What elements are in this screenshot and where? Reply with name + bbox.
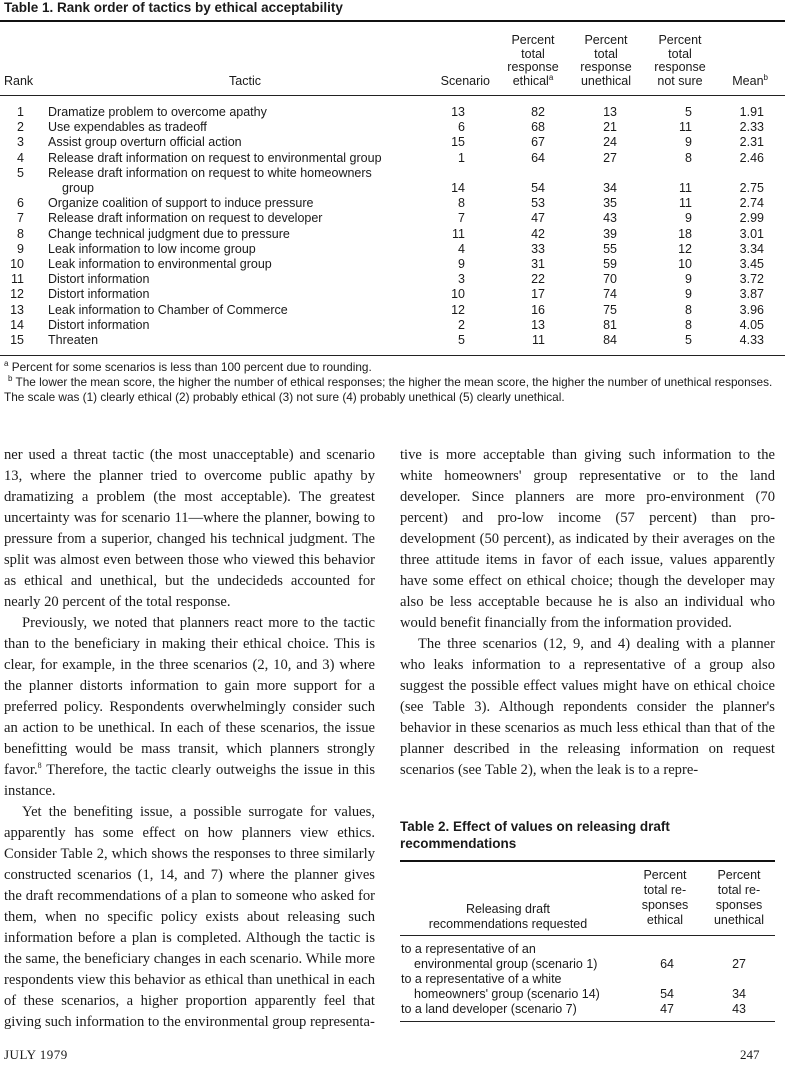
header-mean-label: Mean <box>732 74 764 88</box>
cell-rank: 15 <box>10 333 24 347</box>
cell-scenario: 14 <box>451 181 465 195</box>
cell-mean: 3.96 <box>739 302 764 317</box>
cell-tactic: Distort information <box>48 317 150 332</box>
cell-ethical: 64 <box>531 150 545 165</box>
footnote-marker: a <box>548 72 554 82</box>
cell-scenario: 11 <box>452 226 465 241</box>
table2-header-line: recommendations requested <box>428 917 588 931</box>
table2-row-label: to a land developer (scenario 7) <box>401 1002 577 1016</box>
cell-ethical: 67 <box>531 135 545 150</box>
cell-mean: 2.33 <box>739 120 764 135</box>
cell-unethical: 70 <box>603 272 617 287</box>
cell-tactic: Release draft information on request to environmental group <box>48 150 382 165</box>
header-scenario: Scenario <box>440 74 490 88</box>
header-ethical-line: total <box>521 46 545 61</box>
table2-row-label: homeowners' group (scenario 14) <box>414 987 600 1001</box>
header-mean <box>720 72 768 89</box>
cell-mean: 2.46 <box>739 150 764 165</box>
cell-notsure: 12 <box>678 241 692 256</box>
table2-bottom-rule <box>400 1021 775 1022</box>
table2-top-rule <box>400 860 775 862</box>
cell-scenario: 7 <box>458 211 465 226</box>
left-column <box>4 445 375 1033</box>
cell-tactic: Release draft information on request to white homeowners <box>48 165 372 180</box>
cell-ethical: 33 <box>531 241 545 256</box>
header-unethical-line: response <box>580 60 632 74</box>
footnote-text: Percent for some scenarios is less than 100 percent due to rounding. <box>11 360 372 374</box>
table2-header-ethical <box>632 868 698 928</box>
cell-mean: 4.05 <box>739 317 764 332</box>
paragraph: The three scenarios (12, 9, and 4) dealing with a planner who leaks information to a representative of a group also suggest the possible effect values might have on ethical choice (see Table 3). Although repondents consider the planner's behavior in these scenarios as much less ethical than that of the planner described in the releasing information on request scenarios (see Table 2), when the leak is to a repre- <box>400 636 775 778</box>
page-number: 247 <box>740 1047 760 1062</box>
cell-rank: 5 <box>17 165 24 180</box>
cell-notsure: 8 <box>685 302 692 317</box>
table1-bottom-rule <box>0 355 785 356</box>
header-notsure <box>646 34 714 88</box>
header-rank: Rank <box>4 74 34 88</box>
paragraph <box>4 613 375 802</box>
header-unethical <box>572 34 640 88</box>
table2-header-unethical <box>706 868 772 928</box>
cell-notsure: 11 <box>679 120 692 135</box>
header-unethical-line: unethical <box>580 73 632 88</box>
header-unethical-line: total <box>594 46 618 61</box>
cell-tactic: Dramatize problem to overcome apathy <box>48 105 267 119</box>
cell-rank: 3 <box>17 135 24 150</box>
cell-notsure: 5 <box>685 105 692 119</box>
cell-mean: 2.75 <box>739 181 764 195</box>
table2-header-line: Percent <box>643 868 687 882</box>
cell-notsure: 8 <box>685 150 692 165</box>
cell-tactic: Distort information <box>48 272 150 287</box>
table2-row-label: to a representative of an <box>401 942 536 956</box>
table2-header-line: sponses <box>641 898 689 912</box>
cell-scenario: 10 <box>451 287 465 302</box>
header-tactic: Tactic <box>229 74 261 88</box>
cell-mean: 2.74 <box>739 196 764 211</box>
cell-notsure: 9 <box>685 272 692 287</box>
footnote-marker: a <box>4 359 9 369</box>
cell-tactic: Use expendables as tradeoff <box>48 120 207 135</box>
header-notsure-line: Percent <box>658 33 702 47</box>
table2-header-line: unethical <box>713 913 765 927</box>
table1-title: Table 1. Rank order of tactics by ethical acceptability <box>4 0 343 15</box>
cell-scenario: 5 <box>458 333 465 347</box>
cell-unethical: 55 <box>603 241 617 256</box>
table2-header-label <box>408 902 608 932</box>
table2-cell-ethical: 47 <box>660 1002 674 1016</box>
cell-unethical: 13 <box>603 105 617 119</box>
cell-tactic: Change technical judgment due to pressure <box>48 226 290 241</box>
cell-tactic: Leak information to environmental group <box>48 257 272 271</box>
cell-notsure: 11 <box>679 181 692 195</box>
cell-ethical: 11 <box>532 333 545 347</box>
cell-ethical: 17 <box>531 287 545 302</box>
cell-rank: 2 <box>17 120 24 135</box>
header-unethical-line: Percent <box>584 33 628 47</box>
table2-cell-unethical: 34 <box>732 987 746 1001</box>
table1-footnote-a <box>4 360 774 375</box>
cell-notsure: 18 <box>678 226 692 241</box>
table1-top-rule <box>0 20 785 22</box>
cell-unethical: 75 <box>603 302 617 317</box>
table2-cell-ethical: 54 <box>660 987 674 1001</box>
header-notsure-line: total <box>668 46 692 61</box>
cell-tactic: Leak information to Chamber of Commerce <box>48 302 288 317</box>
right-column <box>400 445 775 781</box>
cell-scenario: 2 <box>458 317 465 332</box>
footnote-text: The lower the mean score, the higher the number of ethical responses; the higher the mean score, the higher the number of unethical responses. The scale was (1) clearly ethical (2) probably ethical (3) not sure (4) probably unethical (5) clearly unethical. <box>4 375 773 404</box>
cell-ethical: 31 <box>531 257 545 271</box>
paragraph-text: Previously, we noted that planners react more to the tactic than to the beneficiary in making their ethical choice. This is clear, for example, in the three scenarios (2, 10, and 3) where the planner distorts information to gain more support for a preferred policy. Respondents overwhelmingly consider such an action to be unethical. In each of these scenarios, the issue benefitting would be mass transit, which planners strongly favor. <box>4 615 375 778</box>
cell-ethical: 54 <box>531 181 545 195</box>
header-ethical <box>500 34 566 88</box>
cell-unethical: 74 <box>603 287 617 302</box>
cell-mean: 3.01 <box>739 226 764 241</box>
table2-header-line: Releasing draft <box>465 902 551 916</box>
cell-rank: 4 <box>17 150 24 165</box>
cell-ethical: 47 <box>531 211 545 226</box>
cell-rank: 8 <box>17 226 24 241</box>
cell-tactic: Distort information <box>48 287 150 302</box>
cell-scenario: 1 <box>458 150 465 165</box>
paragraph: tive is more acceptable than giving such information to the white homeowners' group representative or to the land developer. Since planners are more pro-environment (70 percent) and pro-low income (57 percent) than pro-development (50 percent), as indicated by their averages on the three attitude items in favor of each issue, values apparently have some effect on ethical choice; though the developer may also be less acceptable because he is also an individual who would benefit financially from the information provided. <box>400 447 775 631</box>
cell-rank: 12 <box>10 287 24 302</box>
cell-mean: 3.34 <box>739 241 764 256</box>
table2-header-line: total re- <box>717 883 761 897</box>
cell-notsure: 5 <box>685 333 692 347</box>
table2-cell-unethical: 43 <box>732 1002 746 1016</box>
paragraph: ner used a threat tactic (the most unacceptable) and scenario 13, where the planner tried to overcome public apathy by dramatizing a problem (the most acceptable). The greatest uncertainty was for scenario 11—where the planner, bowing to pressure from a superior, changed his technical judgment. The split was almost even between those who viewed this behavior as ethical and unethical, but the undecideds accounted for nearly 20 percent of the total response. <box>4 447 375 610</box>
cell-ethical: 13 <box>531 317 545 332</box>
cell-ethical: 16 <box>531 302 545 317</box>
header-notsure-line: not sure <box>657 73 703 88</box>
table2-row-label: environmental group (scenario 1) <box>414 957 598 971</box>
cell-ethical: 53 <box>531 196 545 211</box>
cell-tactic-continued: group <box>62 181 94 195</box>
cell-unethical: 43 <box>603 211 617 226</box>
cell-tactic: Release draft information on request to developer <box>48 211 323 226</box>
cell-mean: 1.91 <box>739 105 764 119</box>
table2-header-line: Percent <box>717 868 761 882</box>
cell-scenario: 12 <box>451 302 465 317</box>
cell-unethical: 27 <box>603 150 617 165</box>
cell-rank: 9 <box>17 241 24 256</box>
cell-notsure: 9 <box>685 211 692 226</box>
cell-mean: 3.87 <box>739 287 764 302</box>
cell-unethical: 35 <box>603 196 617 211</box>
cell-mean: 3.45 <box>739 257 764 271</box>
cell-rank: 14 <box>10 317 24 332</box>
paragraph: Yet the benefiting issue, a possible surrogate for values, apparently has some effect on how planners view ethics. Consider Table 2, which shows the responses to three similarly constructed scenarios (1, 14, and 7) where the planner gives the draft recommendations of a plan to someone who asked for them, when no specific policy exists about releasing such information before a plan is completed. Although the tactic is the same, the beneficiary changes in each scenario. While more respondents view this behavior as ethical than unethical in each of these scenarios, a higher proportion apparently feel that giving such information to the environmental group representa- <box>4 804 375 1030</box>
cell-unethical: 84 <box>603 333 617 347</box>
cell-unethical: 59 <box>603 257 617 271</box>
header-ethical-line: Percent <box>511 33 555 47</box>
cell-tactic: Organize coalition of support to induce pressure <box>48 196 314 211</box>
table2-row-label: to a representative of a white <box>401 972 562 986</box>
cell-ethical: 82 <box>531 105 545 119</box>
cell-rank: 7 <box>17 211 24 226</box>
cell-scenario: 9 <box>458 257 465 271</box>
table1-footnote-b <box>4 375 776 405</box>
cell-unethical: 34 <box>603 181 617 195</box>
cell-unethical: 21 <box>603 120 617 135</box>
cell-scenario: 3 <box>458 272 465 287</box>
cell-scenario: 8 <box>458 196 465 211</box>
cell-ethical: 42 <box>531 226 545 241</box>
cell-mean: 2.31 <box>739 135 764 150</box>
cell-scenario: 6 <box>458 120 465 135</box>
cell-mean: 2.99 <box>739 211 764 226</box>
cell-mean: 3.72 <box>739 272 764 287</box>
cell-notsure: 10 <box>678 257 692 271</box>
table2-cell-ethical: 64 <box>660 957 674 971</box>
cell-unethical: 39 <box>603 226 617 241</box>
cell-scenario: 15 <box>451 135 465 150</box>
header-notsure-line: response <box>654 60 706 74</box>
cell-unethical: 81 <box>603 317 617 332</box>
footnote-marker: b <box>763 72 768 82</box>
cell-rank: 11 <box>11 272 24 287</box>
cell-notsure: 11 <box>679 196 692 211</box>
table2-header-line: sponses <box>715 898 763 912</box>
cell-rank: 6 <box>17 196 24 211</box>
header-ethical-line: ethical <box>512 73 549 88</box>
cell-notsure: 9 <box>685 135 692 150</box>
footer-date: JULY 1979 <box>4 1047 68 1062</box>
table2-header-rule <box>400 935 775 936</box>
cell-tactic: Assist group overturn official action <box>48 135 242 150</box>
table2-cell-unethical: 27 <box>732 957 746 971</box>
table2-header-line: ethical <box>646 913 684 927</box>
cell-rank: 13 <box>10 302 24 317</box>
cell-notsure: 9 <box>685 287 692 302</box>
cell-tactic: Threaten <box>48 333 99 347</box>
cell-rank: 10 <box>10 257 24 271</box>
footnote-reference: 8 <box>37 761 42 771</box>
footnote-marker: b <box>8 374 13 384</box>
cell-ethical: 68 <box>531 120 545 135</box>
table2-title: Table 2. Effect of values on releasing draft recommendations <box>400 819 670 851</box>
cell-unethical: 24 <box>603 135 617 150</box>
cell-scenario: 13 <box>451 105 465 119</box>
cell-notsure: 8 <box>685 317 692 332</box>
cell-mean: 4.33 <box>739 333 764 347</box>
cell-rank: 1 <box>17 105 24 119</box>
paragraph-text: Therefore, the tactic clearly outweighs the issue in this instance. <box>4 762 375 799</box>
table1-header-rule <box>0 95 785 96</box>
cell-scenario: 4 <box>458 241 465 256</box>
cell-tactic: Leak information to low income group <box>48 241 256 256</box>
table2-header-line: total re- <box>643 883 687 897</box>
cell-ethical: 22 <box>531 272 545 287</box>
header-ethical-line: response <box>507 60 559 74</box>
